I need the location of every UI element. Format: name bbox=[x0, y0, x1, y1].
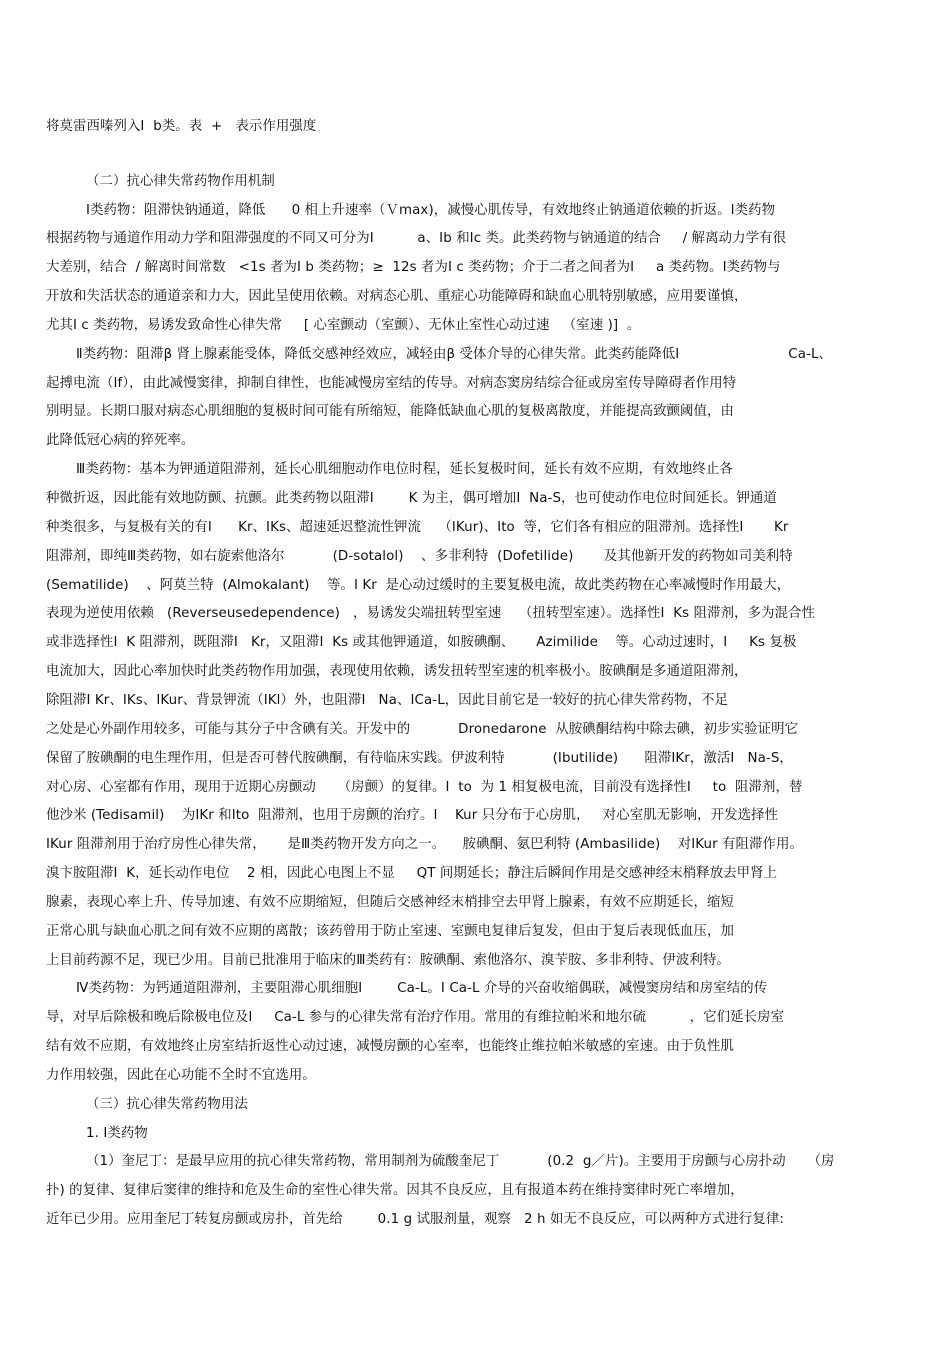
text-line-04: 根据药物与通道作用动力学和阻滞强度的不同又可分为Ⅰ a、Ⅰb 和Ⅰc 类。此类药物与钠通道的结合 / 解离动力学有很 bbox=[46, 231, 787, 246]
text-line-22: 保留了胺碘酮的电生理作用，但是否可替代胺碘酮，有待临床实践。伊波利特 (Ibutilide) 阻滞ⅠKr，激活Ⅰ Na-S， bbox=[46, 751, 793, 766]
text-line-19: 电流加大，因此心率加快时此类药物作用加强，表现使用依赖，诱发扭转型室速的机率极小。胺碘酮是多通道阻滞剂， bbox=[46, 664, 748, 679]
text-line-21: 之处是心外副作用较多，可能与其分子中含碘有关。开发中的 Dronedarone 从胺碘酮结构中除去碘，初步实验证明它 bbox=[46, 722, 799, 737]
text-line-01: 将莫雷西嗪列入Ⅰ b类。表 + 表示作用强度 bbox=[46, 119, 317, 134]
text-line-33: 力作用较强，因此在心功能不全时不宜选用。 bbox=[46, 1068, 316, 1083]
text-line-27: 腺素，表现心率上升、传导加速、有效不应期缩短，但随后交感神经末梢排空去甲肾上腺素，有效不应期延长，缩短 bbox=[46, 895, 735, 910]
text-line-26: 溴卞胺阻滞Ⅰ K，延长动作电位 2 相，因此心电图上不显 QT 间期延长；静注后瞬间作用是交感神经末梢释放去甲肾上 bbox=[46, 866, 778, 881]
text-line-28: 正常心肌与缺血心肌之间有效不应期的离散；该药曾用于防止室速、室颤电复律后复发，但由于复后表现低血压，加 bbox=[46, 924, 735, 939]
text-line-06: 开放和失活状态的通道亲和力大，因此呈使用依赖。对病态心肌、重症心功能障碍和缺血心肌特别敏感，应用要谨慎， bbox=[46, 289, 748, 304]
text-line-30: Ⅳ类药物：为钙通道阻滞剂，主要阻滞心肌细胞Ⅰ Ca-L。Ⅰ Ca-L 介导的兴奋收缩偶联，减慢窦房结和房室结的传 bbox=[76, 981, 768, 996]
text-line-16: (Sematilide) 、阿莫兰特 (Almokalant) 等。Ⅰ Kr 是心动过缓时的主要复极电流，故此类药物在心率减慢时作用最大， bbox=[46, 578, 791, 593]
text-line-13: 种微折返，因此能有效地防颤、抗颤。此类药物以阻滞Ⅰ K 为主，偶可增加Ⅰ Na-S，也可使动作电位时间延长。钾通道 bbox=[46, 491, 777, 506]
text-line-14: 种类很多，与复极有关的有Ⅰ Kr、ⅠKs、超速延迟整流性钾流 （ⅠKur)、Ⅰto 等，它们各有相应的阻滞剂。选择性Ⅰ Kr bbox=[46, 520, 789, 535]
text-line-25: ⅠKur 阻滞剂用于治疗房性心律失常， 是Ⅲ类药物开发方向之一。 胺碘酮、氨巴利特 (Ambasilide) 对ⅠKur 有阻滞作用。 bbox=[46, 837, 804, 852]
section-heading-usage: （三）抗心律失常药物用法 bbox=[86, 1097, 248, 1112]
text-line-05: 大差别，结合 / 解离时间常数 <1s 者为Ⅰ b 类药物；≥ 12s 者为Ⅰ c 类药物；介于二者之间者为Ⅰ a 类药物。Ⅰ类药物与 bbox=[46, 260, 781, 275]
text-line-31: 导，对早后除极和晚后除极电位及Ⅰ Ca-L 参与的心律失常有治疗作用。常用的有维拉帕米和地尔硫 ，它们延长房室 bbox=[46, 1010, 785, 1025]
text-line-38: 近年已少用。应用奎尼丁转复房颤或房扑，首先给 0.1 g 试服剂量，观察 2 h 如无不良反应，可以两种方式进行复律: bbox=[46, 1212, 784, 1227]
text-line-07: 尤其Ⅰ c 类药物，易诱发致命性心律失常 [ 心室颤动（室颤）、无休止室性心动过速 （室速 )] 。 bbox=[46, 318, 641, 333]
text-line-08: Ⅱ类药物：阻滞β 肾上腺素能受体，降低交感神经效应，减轻由β 受体介导的心律失常。此类药能降低Ⅰ Ca-L、 bbox=[76, 347, 832, 362]
text-line-15: 阻滞剂，即纯Ⅲ类药物，如右旋索他洛尔 (D-sotalol) 、多非利特 (Dofetilide) 及其他新开发的药物如司美利特 bbox=[46, 549, 793, 564]
text-line-03: Ⅰ类药物：阻滞快钠通道，降低 0 相上升速率（Ｖmax)，减慢心肌传导，有效地终止钠通道依赖的折返。Ⅰ类药物 bbox=[86, 203, 776, 218]
text-line-12: Ⅲ类药物：基本为钾通道阻滞剂，延长心肌细胞动作电位时程，延长复极时间，延长有效不应期，有效地终止各 bbox=[76, 462, 733, 477]
text-line-29: 上目前药源不足，现已少用。目前已批准用于临床的Ⅲ类药有：胺碘酮、索他洛尔、溴苄胺、多非利特、伊波利特。 bbox=[46, 953, 730, 968]
text-line-20: 除阻滞Ⅰ Kr、ⅠKs、ⅠKur、背景钾流（ⅠKl）外，也阻滞Ⅰ Na、ⅠCa-L，因此目前它是一较好的抗心律失常药物，不足 bbox=[46, 693, 729, 708]
text-line-11: 此降低冠心病的猝死率。 bbox=[46, 433, 195, 448]
text-line-24: 他沙米 (Tedisamil) 为ⅠKr 和Ⅰto 阻滞剂，也用于房颤的治疗。Ⅰ Kur 只分布于心房肌， 对心室肌无影响，开发选择性 bbox=[46, 808, 779, 823]
subsection-heading-class-i: 1. Ⅰ类药物 bbox=[86, 1126, 148, 1141]
text-line-18: 或非选择性Ⅰ K 阻滞剂，既阻滞Ⅰ Kr，又阻滞Ⅰ Ks 或其他钾通道，如胺碘酮、 Azimilide 等。心动过速时，Ⅰ Ks 复极 bbox=[46, 635, 797, 650]
text-line-36: （1）奎尼丁：是最早应用的抗心律失常药物，常用制剂为硫酸奎尼丁 (0.2 g／片)。主要用于房颤与心房扑动 （房 bbox=[86, 1154, 835, 1169]
text-line-10: 别明显。长期口服对病态心肌细胞的复极时间可能有所缩短，能降低缺血心肌的复极离散度，并能提高致颤阈值，由 bbox=[46, 404, 735, 419]
section-heading-mechanism: （二）抗心律失常药物作用机制 bbox=[86, 174, 275, 189]
text-line-17: 表现为逆使用依赖 (Reverseusedependence) ，易诱发尖端扭转型室速 （扭转型室速）。选择性Ⅰ Ks 阻滞剂，多为混合性 bbox=[46, 606, 816, 621]
text-line-32: 结有效不应期，有效地终止房室结折返性心动过速，减慢房颤的心室率，也能终止维拉帕米敏感的室速。由于负性肌 bbox=[46, 1039, 735, 1054]
text-line-09: 起搏电流（Ⅰf），由此减慢窦律，抑制自律性，也能减慢房室结的传导。对病态窦房结综合征或房室传导障碍者作用特 bbox=[46, 376, 737, 391]
text-line-37: 扑) 的复律、复律后窦律的维持和危及生命的室性心律失常。因其不良反应，且有报道本药在维持窦律时死亡率增加， bbox=[46, 1183, 744, 1198]
text-line-23: 对心房、心室都有作用，现用于近期心房颤动 （房颤）的复律。Ⅰ to 为 1 相复极电流，目前没有选择性Ⅰ to 阻滞剂，替 bbox=[46, 780, 803, 795]
